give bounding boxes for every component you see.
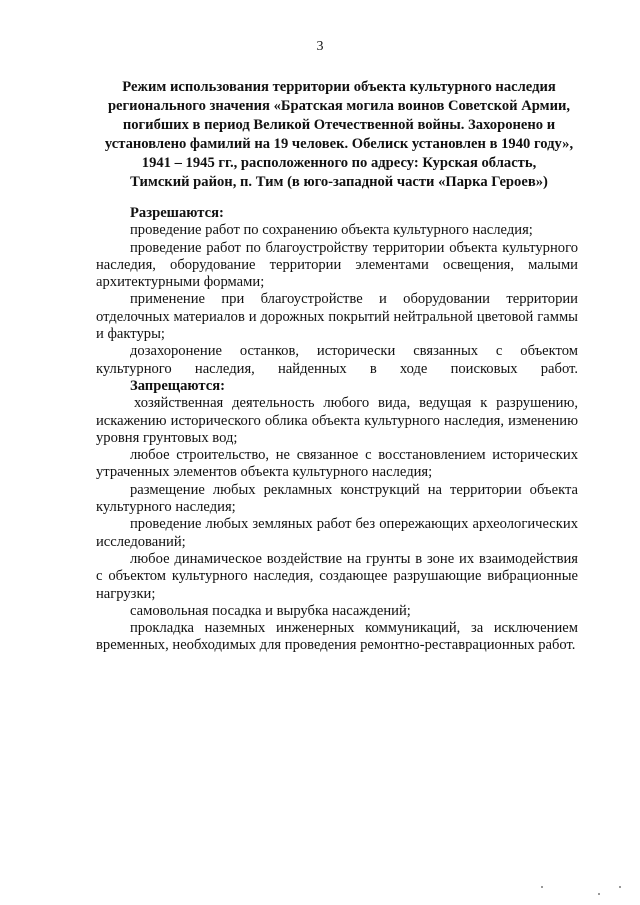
allowed-item: дозахоронение останков, исторически связанных с объектом культурного наследия, найденных в ходе поисковых работ.	[96, 343, 578, 377]
allowed-item: проведение работ по сохранению объекта культурного наследия;	[130, 222, 533, 239]
document-title	[96, 78, 582, 192]
document-body	[96, 205, 578, 655]
title-line: 1941 – 1945 гг., расположенного по адресу: Курская область,	[141, 155, 537, 171]
allowed-item: проведение работ по благоустройству территории объекта культурного наследия, оборудование территории элементами освещения, малыми архитектурными формами;	[96, 239, 578, 291]
scan-speck	[598, 893, 600, 895]
title-line: Режим использования территории объекта культурного наследия	[122, 79, 556, 95]
scan-speck	[541, 886, 543, 888]
title-line: Тимский район, п. Тим (в юго-западной части «Парка Героев»)	[130, 174, 548, 190]
allowed-heading: Разрешаются:	[130, 205, 224, 221]
prohibited-item: любое строительство, не связанное с восстановлением исторических утраченных элементов объекта культурного наследия;	[96, 447, 578, 481]
title-line: установлено фамилий на 19 человек. Обелиск установлен в 1940 году»,	[104, 136, 574, 152]
scan-speck	[619, 886, 621, 888]
title-line: погибших в период Великой Отечественной войны. Захоронено и	[122, 117, 556, 133]
prohibited-item: проведение любых земляных работ без опережающих археологических исследований;	[96, 516, 578, 550]
prohibited-item: размещение любых рекламных конструкций на территории объекта культурного наследия;	[96, 481, 578, 516]
page-number: 3	[316, 39, 324, 54]
prohibited-item: хозяйственная деятельность любого вида, ведущая к разрушению, искажению исторического облика объекта культурного наследия, изменению уровня грунтовых вод;	[96, 395, 578, 446]
prohibited-item: самовольная посадка и вырубка насаждений;	[130, 602, 411, 619]
title-line: регионального значения «Братская могила воинов Советской Армии,	[107, 98, 571, 114]
allowed-item: применение при благоустройстве и оборудовании территории отделочных материалов и дорожных покрытий нейтральной цветовой гаммы и фактуры;	[96, 291, 578, 343]
prohibited-item: любое динамическое воздействие на грунты в зоне их взаимодействия с объектом культурного наследия, создающее разрушающие вибрационные нагрузки;	[96, 550, 578, 602]
prohibited-heading: Запрещаются:	[130, 377, 225, 394]
prohibited-item: прокладка наземных инженерных коммуникаций, за исключением временных, необходимых для проведения ремонтно-реставрационных работ.	[96, 620, 578, 654]
